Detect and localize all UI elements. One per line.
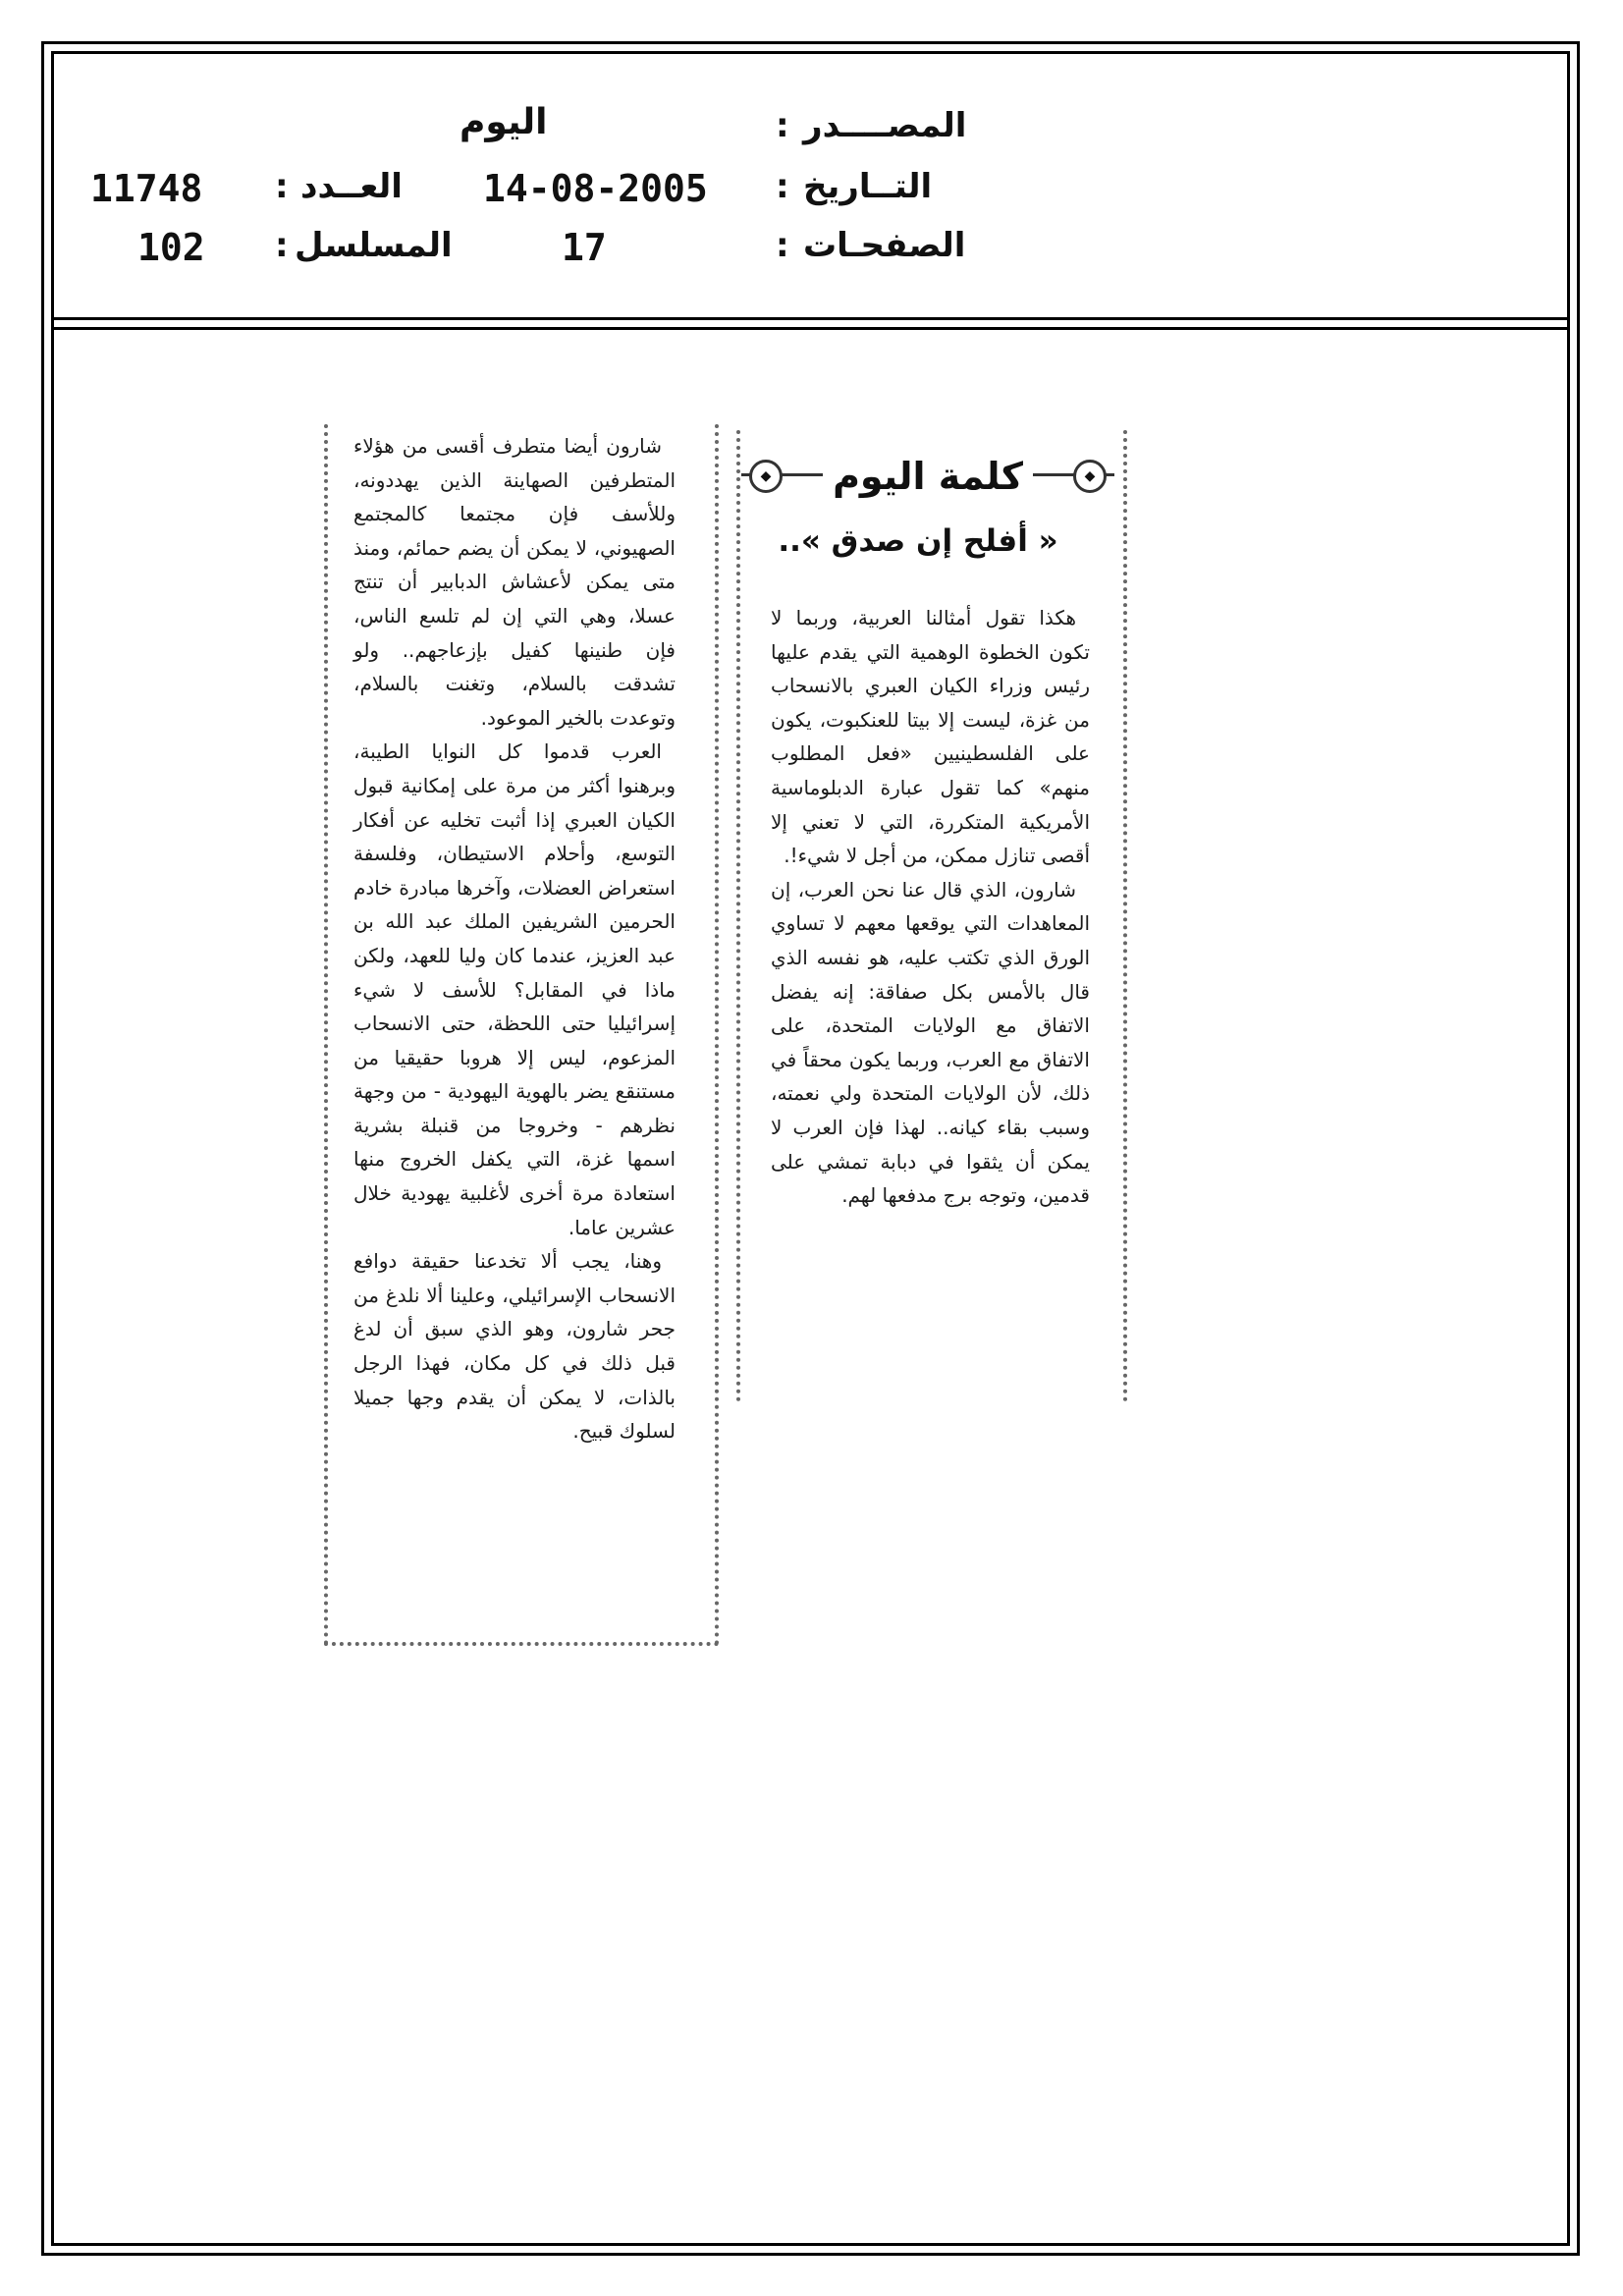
banner-ornament-icon: ◆ (749, 460, 783, 493)
paragraph: العرب قدموا كل النوايا الطيبة، وبرهنوا أكثر من مرة على إمكانية قبول الكيان العبري إذا أثبت تخليه عن أفكار التوسع، وأحلام الاستيطان، وفلسفة استعراض العضلات، وآخرها مبادرة خادم الحرمين الشريفين الملك عبد الله بن عبد العزيز، عندما كان وليا للعهد، ولكن ماذا في المقابل؟ للأسف لا شيء إسرائيليا حتى اللحظة، حتى الانسحاب المزعوم، ليس إلا هروبا حقيقيا من مستنقع يضر بالهوية اليهودية - من وجهة نظرهم - وخروجا من قنبلة بشرية اسمها غزة، التي يكفل الخروج منها استعادة مرة أخرى لأغلبية يهودية خلال عشرين عاما. (353, 739, 676, 1239)
pages-label: الصفحـات (803, 226, 966, 265)
paragraph: شارون، الذي قال عنا نحن العرب، إن المعاهدات التي يوقعها معهم لا تساوي الورق الذي تكتب عليه، هو نفسه الذي قال بالأمس بكل صفاقة: إنه يفضل الاتفاق مع الولايات المتحدة، على الاتفاق مع العرب، وربما يكون محقاً في ذلك، لأن الولايات المتحدة ولي نعمته، وسبب بقاء كيانه.. لهذا فإن العرب لا يمكن أن يثقوا في دبابة تمشي على قدمين، وتوجه برج مدفعها لهم. (771, 877, 1090, 1208)
serial-colon: : (275, 226, 289, 265)
issue-colon: : (275, 167, 289, 206)
serial-label: المسلسل (295, 226, 453, 265)
pages-colon: : (776, 226, 789, 265)
paragraph: هكذا تقول أمثالنا العربية، وربما لا تكون الخطوة الوهمية التي يقدم عليها رئيس وزراء الكيان العبري بالانسحاب من غزة، ليست إلا بيتا للعنكبوت، يكون على الفلسطينيين «فعل المطلوب منهم» كما تقول عبارة الدبلوماسية الأمريكية المتكررة، التي لا تعني إلا أقصى تنازل ممكن، من أجل لا شيء!. (771, 606, 1090, 868)
source-colon: : (776, 106, 789, 145)
issue-value: 11748 (90, 167, 203, 210)
issue-label: العــدد (300, 167, 403, 206)
date-value: 14-08-2005 (483, 167, 708, 210)
banner-title: كلمة اليوم (823, 455, 1033, 498)
column-banner (741, 452, 1114, 501)
paragraph: شارون أيضا متطرف أقسى من هؤلاء المتطرفين الصهاينة الذين يهددونه، وللأسف فإن مجتمعا كالمجتمع الصهيوني، لا يمكن أن يضم حمائم، ومنذ متى يمكن لأعشاش الدبابير أن تنتج عسلا، وهي التي إن لم تلسع الناس، فإن طنينها كفيل بإزعاجهم.. ولو تشدقت بالسلام، وتغنت بالسلام، وتوعدت بالخير الموعود. (353, 434, 676, 730)
serial-value: 102 (137, 226, 205, 269)
article-headline: « أفلح إن صدق ».. (778, 523, 1058, 559)
article-left-column (353, 429, 676, 1449)
date-label: التــاريخ (803, 167, 933, 206)
source-value: اليوم (460, 102, 548, 142)
pages-value: 17 (562, 226, 607, 269)
date-colon: : (776, 167, 789, 206)
header-divider-double (51, 327, 1570, 330)
header-divider (51, 317, 1570, 320)
paragraph: وهنا، يجب ألا تخدعنا حقيقة دوافع الانسحاب الإسرائيلي، وعلينا ألا نلدغ من جحر شارون، وهو الذي سبق أن لدغ قبل ذلك في كل مكان، فهذا الرجل بالذات، لا يمكن أن يقدم وجها جميلا لسلوك قبيح. (353, 1249, 676, 1444)
article-right-column (771, 601, 1090, 1213)
source-label: المصــــدر (803, 106, 967, 145)
banner-ornament-icon: ◆ (1073, 460, 1107, 493)
